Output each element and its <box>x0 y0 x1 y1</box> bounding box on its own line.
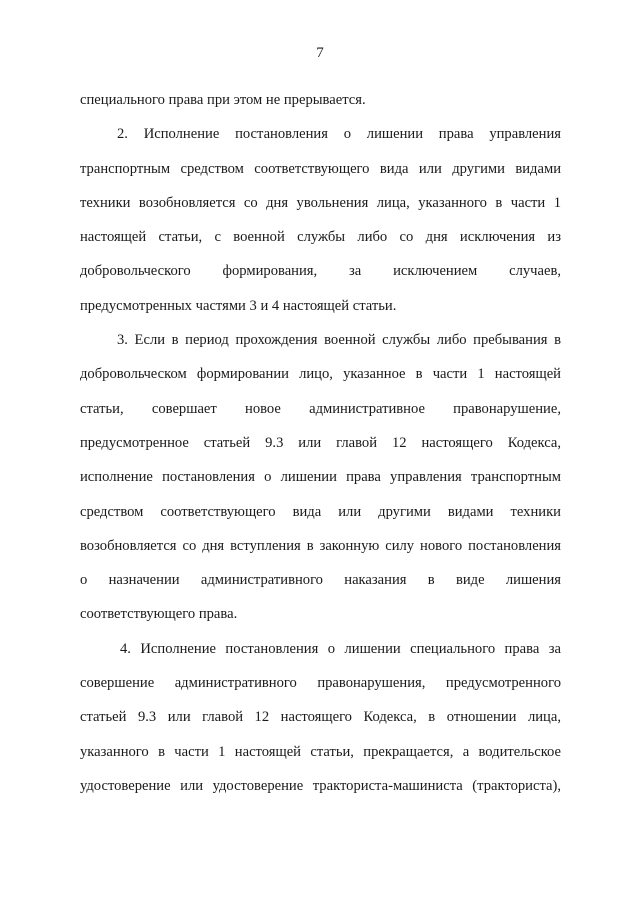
text-line: указанного в части 1 настоящей статьи, прекращается, а водительское <box>80 743 561 760</box>
paragraph-4 <box>80 632 561 803</box>
paragraph-3 <box>80 323 561 632</box>
text-line: 3. Если в период прохождения военной службы либо пребывания в <box>117 332 561 349</box>
text-line: специального права при этом не прерывается. <box>80 92 366 108</box>
text-line: настоящей статьи, с военной службы либо со дня исключения из <box>80 229 561 246</box>
text-line: совершение административного правонарушения, предусмотренного <box>80 675 561 692</box>
text-line: предусмотренных частями 3 и 4 настоящей статьи. <box>80 297 397 314</box>
text-line: статьей 9.3 или главой 12 настоящего Кодекса, в отношении лица, <box>80 709 561 726</box>
text-line: транспортным средством соответствующего вида или другими видами <box>80 160 561 177</box>
page-number: 7 <box>316 45 324 61</box>
text-line: удостоверение или удостоверение тракториста-машиниста (тракториста), <box>80 777 561 794</box>
text-line: о назначении административного наказания в виде лишения <box>80 572 561 589</box>
text-line: средством соответствующего вида или другими видами техники <box>80 503 561 520</box>
text-line: предусмотренное статьей 9.3 или главой 12 настоящего Кодекса, <box>80 434 561 451</box>
text-line: добровольческом формировании лицо, указанное в части 1 настоящей <box>80 366 561 383</box>
text-line: статьи, совершает новое административное правонарушение, <box>80 400 561 417</box>
document-body <box>80 83 561 803</box>
text-line: 4. Исполнение постановления о лишении специального права за <box>120 640 561 657</box>
text-line: возобновляется со дня вступления в законную силу нового постановления <box>80 537 561 554</box>
paragraph-continuation <box>80 83 561 117</box>
paragraph-2 <box>80 117 561 323</box>
text-line: техники возобновляется со дня увольнения лица, указанного в части 1 <box>80 194 561 211</box>
text-line: исполнение постановления о лишении права управления транспортным <box>80 469 561 486</box>
text-line: соответствующего права. <box>80 606 238 623</box>
text-line: добровольческого формирования, за исключением случаев, <box>80 263 561 280</box>
text-line: 2. Исполнение постановления о лишении права управления <box>117 126 561 143</box>
